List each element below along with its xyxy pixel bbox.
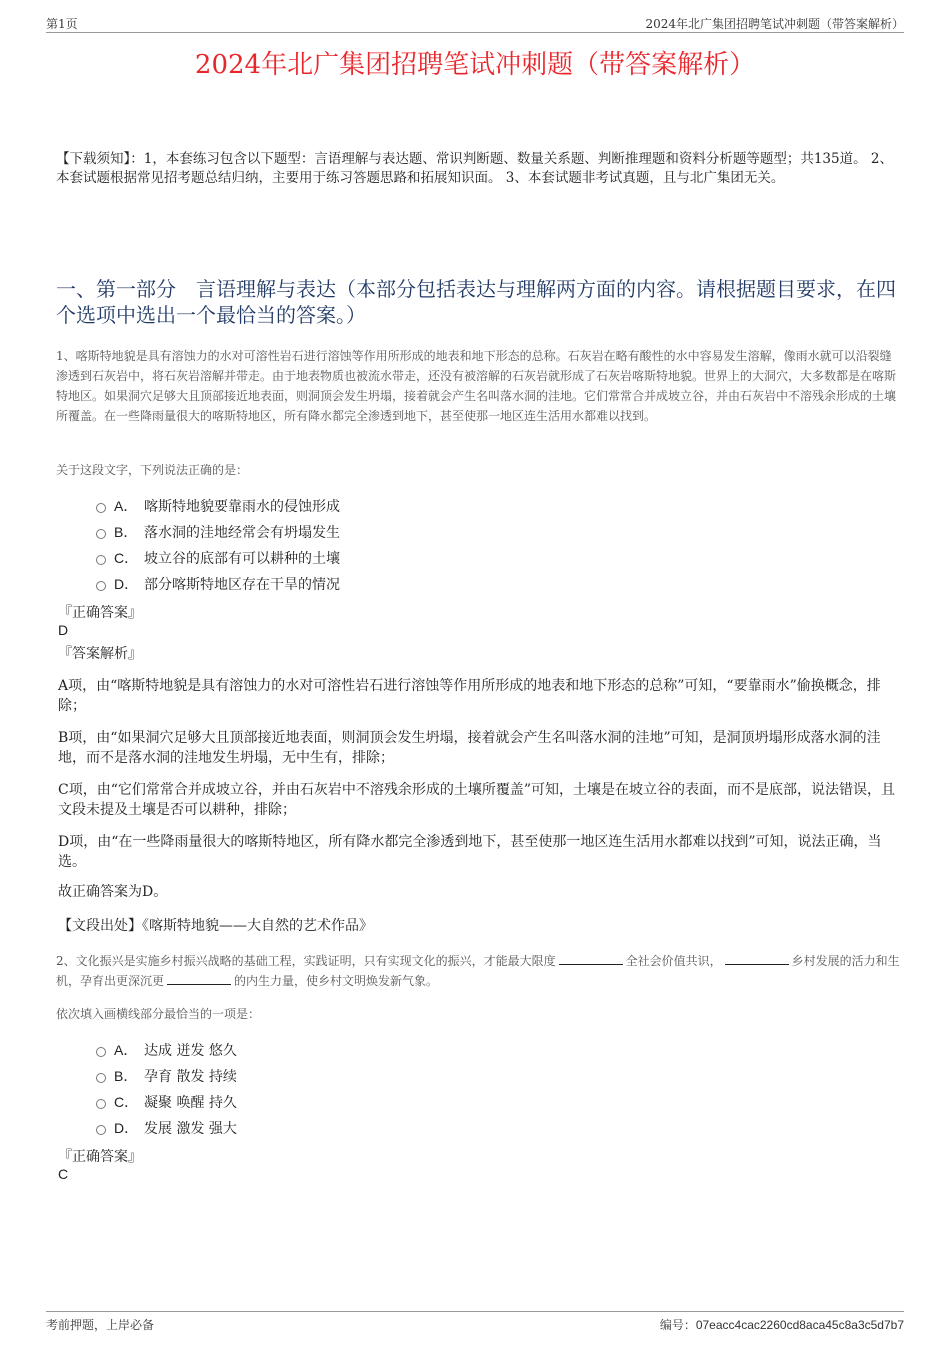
q1-conclusion: 故正确答案为D。 [58,884,168,900]
q1-option-c[interactable]: C． 坡立谷的底部有可以耕种的土壤 [96,545,696,571]
q2-passage: 2、文化振兴是实施乡村振兴战略的基础工程，实践证明，只有实现文化的振兴，才能最大限度 全社会价值共识， 乡村发展的活力和生机，孕育出更深沉更 的内生力量，使乡村文明焕发新气象。 [56,954,900,988]
q1-options [96,493,696,597]
radio-icon[interactable] [96,1047,106,1057]
blank-3 [167,974,231,985]
radio-icon[interactable] [96,581,106,591]
q1-analysis-d: D项，由“在一些降雨量很大的喀斯特地区，所有降水都完全渗透到地下，甚至使那一地区连生活用水都难以找到”可知，说法正确，当选。 [58,834,882,870]
q1-question: 关于这段文字，下列说法正确的是： [56,463,249,477]
footer-slogan: 考前押题，上岸必备 [46,1318,155,1332]
q2-option-a[interactable]: A． 达成 迸发 悠久 [96,1037,696,1063]
radio-icon[interactable] [96,555,106,565]
q2-option-b[interactable]: B． 孕育 散发 持续 [96,1063,696,1089]
q2-option-d[interactable]: D． 发展 激发 强大 [96,1115,696,1141]
footer-code: 编号：07eacc4cac2260cd8aca45c8a3c5d7b7 [659,1318,904,1332]
q1-answer: D [58,622,69,638]
page-footer [46,1311,904,1332]
q1-passage: 1、喀斯特地貌是具有溶蚀力的水对可溶性岩石进行溶蚀等作用所形成的地表和地下形态的总称。石灰岩在略有酸性的水中容易发生溶解，像雨水就可以沿裂缝渗透到石灰岩中，将石灰岩溶解并带走。由于地表物质也被流水带走，还没有被溶解的石灰岩就形成了石灰岩喀斯特地貌。世界上的大洞穴，大多数都是在喀斯特地区。如果洞穴足够大且顶部接近地表面，则洞顶会发生坍塌，接着就会产生名叫落水洞的洼地。它们常常合并成坡立谷，并由石灰岩中不溶残余形成的土壤所覆盖。在一些降雨量很大的喀斯特地区，所有降水都完全渗透到地下，甚至使那一地区连生活用水都难以找到。 [56,349,897,423]
header-doc-title: 2024年北广集团招聘笔试冲刺题（带答案解析） [645,17,904,31]
q1-option-d[interactable]: D． 部分喀斯特地区存在干旱的情况 [96,571,696,597]
q1-option-b[interactable]: B． 落水洞的洼地经常会有坍塌发生 [96,519,696,545]
q1-option-a[interactable]: A． 喀斯特地貌要靠雨水的侵蚀形成 [96,493,696,519]
radio-icon[interactable] [96,1125,106,1135]
section-heading: 一、第一部分 言语理解与表达（本部分包括表达与理解两方面的内容。请根据题目要求，在四个选项中选出一个最恰当的答案。） [56,277,896,327]
q2-question: 依次填入画横线部分最恰当的一项是： [56,1007,261,1021]
page-number: 第1页 [46,17,78,31]
radio-icon[interactable] [96,503,106,513]
q2-option-c[interactable]: C． 凝聚 唤醒 持久 [96,1089,696,1115]
q1-analysis-b: B项，由“如果洞穴足够大且顶部接近地表面，则洞顶会发生坍塌，接着就会产生名叫落水洞的洼地”可知，是洞顶坍塌形成落水洞的洼地，而不是落水洞的洼地发生坍塌，无中生有，排除； [58,730,881,766]
blank-1 [559,954,623,965]
q2-answer: C [58,1166,69,1182]
q2-options [96,1037,696,1141]
q1-source: 【文段出处】《喀斯特地貌——大自然的艺术作品》 [58,918,373,934]
q1-answer-label: 『正确答案』 [58,605,142,621]
blank-2 [725,954,789,965]
radio-icon[interactable] [96,529,106,539]
q1-analysis-label: 『答案解析』 [58,646,142,662]
radio-icon[interactable] [96,1099,106,1109]
q1-analysis-c: C项，由“它们常常合并成坡立谷，并由石灰岩中不溶残余形成的土壤所覆盖”可知，土壤是在坡立谷的表面，而不是底部，说法错误，且文段未提及土壤是否可以耕种，排除； [58,782,896,818]
radio-icon[interactable] [96,1073,106,1083]
q1-analysis-a: A项，由“喀斯特地貌是具有溶蚀力的水对可溶性岩石进行溶蚀等作用所形成的地表和地下形态的总称”可知，“要靠雨水”偷换概念，排除； [58,678,881,714]
download-notice: 【下载须知】：1，本套练习包含以下题型：言语理解与表达题、常识判断题、数量关系题、判断推理题和资料分析题等题型；共135道。 2、本套试题根据常见招考题总结归纳，主要用于练习答题思路和拓展知识面。 3、本套试题非考试真题，且与北广集团无关。 [56,151,893,186]
page-title: 2024年北广集团招聘笔试冲刺题（带答案解析） [194,50,756,80]
q2-answer-label: 『正确答案』 [58,1149,142,1165]
page-header [46,14,904,33]
